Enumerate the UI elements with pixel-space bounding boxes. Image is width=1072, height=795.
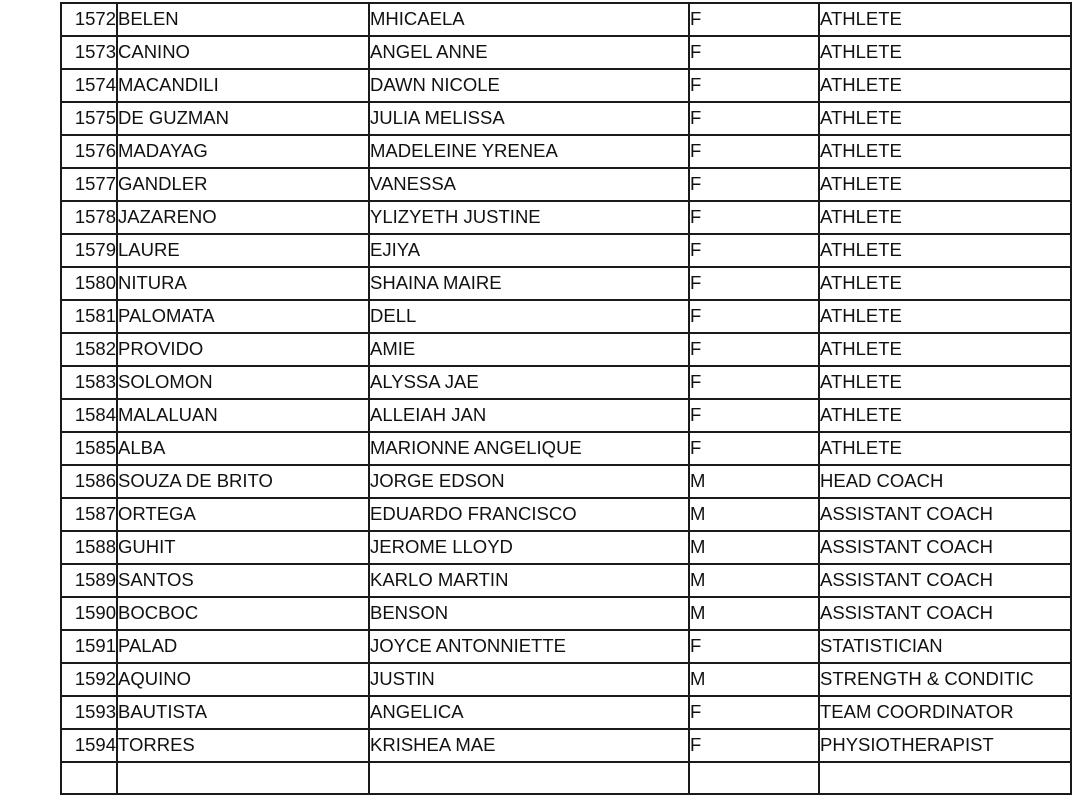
last-name-cell-text: PALOMATA bbox=[118, 305, 215, 326]
role-cell bbox=[819, 432, 1071, 465]
first-name-cell-text: MHICAELA bbox=[370, 8, 465, 29]
table-row bbox=[61, 366, 1071, 399]
first-name-cell-text: MADELEINE YRENEA bbox=[370, 140, 558, 161]
row-number-text: 1579 bbox=[74, 239, 116, 260]
table-row bbox=[61, 333, 1071, 366]
role-cell-text: ASSISTANT COACH bbox=[820, 569, 994, 590]
first-name-cell bbox=[369, 465, 689, 498]
first-name-cell-text: MARIONNE ANGELIQUE bbox=[370, 437, 582, 458]
last-name-cell-text: ALBA bbox=[118, 437, 166, 458]
table-row bbox=[61, 234, 1071, 267]
sex-cell bbox=[689, 498, 819, 531]
row-number bbox=[61, 399, 117, 432]
sex-cell bbox=[689, 333, 819, 366]
last-name-cell bbox=[117, 300, 369, 333]
table-row bbox=[61, 201, 1071, 234]
role-cell bbox=[819, 729, 1071, 762]
row-number-text: 1572 bbox=[74, 8, 116, 29]
last-name-cell bbox=[117, 333, 369, 366]
table-row bbox=[61, 498, 1071, 531]
sex-cell bbox=[689, 300, 819, 333]
last-name-cell bbox=[117, 234, 369, 267]
row-number-text: 1594 bbox=[74, 734, 116, 755]
sex-cell bbox=[689, 168, 819, 201]
table-row bbox=[61, 3, 1071, 36]
sex-cell bbox=[689, 69, 819, 102]
sex-cell-text: M bbox=[690, 470, 706, 491]
role-cell-text: ATHLETE bbox=[820, 272, 902, 293]
first-name-cell-text: ANGEL ANNE bbox=[370, 41, 488, 62]
first-name-cell-text: AMIE bbox=[370, 338, 416, 359]
first-name-cell bbox=[369, 168, 689, 201]
first-name-cell bbox=[369, 399, 689, 432]
role-cell bbox=[819, 234, 1071, 267]
last-name-cell bbox=[117, 168, 369, 201]
row-number-text: 1592 bbox=[74, 668, 116, 689]
row-number-text: 1577 bbox=[74, 173, 116, 194]
sex-cell-text: F bbox=[690, 239, 702, 260]
sex-cell bbox=[689, 663, 819, 696]
sex-cell bbox=[689, 3, 819, 36]
first-name-cell-text: YLIZYETH JUSTINE bbox=[370, 206, 541, 227]
row-number bbox=[61, 696, 117, 729]
sex-cell-text: F bbox=[690, 272, 702, 293]
role-cell bbox=[819, 300, 1071, 333]
roster-sheet bbox=[60, 2, 1060, 755]
last-name-cell bbox=[117, 399, 369, 432]
sex-cell bbox=[689, 762, 819, 794]
sex-cell bbox=[689, 36, 819, 69]
role-cell-text: STATISTICIAN bbox=[820, 635, 943, 656]
first-name-cell bbox=[369, 366, 689, 399]
row-number bbox=[61, 102, 117, 135]
row-number bbox=[61, 3, 117, 36]
table-row bbox=[61, 762, 1071, 794]
last-name-cell bbox=[117, 597, 369, 630]
role-cell-text: ATHLETE bbox=[820, 437, 902, 458]
last-name-cell-text: JAZARENO bbox=[118, 206, 217, 227]
sex-cell-text: M bbox=[690, 536, 706, 557]
table-row bbox=[61, 168, 1071, 201]
last-name-cell-text: GUHIT bbox=[118, 536, 176, 557]
first-name-cell-text: EJIYA bbox=[370, 239, 421, 260]
role-cell-text: ASSISTANT COACH bbox=[820, 536, 994, 557]
table-row bbox=[61, 696, 1071, 729]
last-name-cell-text: LAURE bbox=[118, 239, 180, 260]
role-cell bbox=[819, 36, 1071, 69]
sex-cell-text: F bbox=[690, 305, 702, 326]
first-name-cell-text: DAWN NICOLE bbox=[370, 74, 500, 95]
row-number-text: 1580 bbox=[74, 272, 116, 293]
last-name-cell-text: BAUTISTA bbox=[118, 701, 208, 722]
row-number bbox=[61, 531, 117, 564]
sex-cell bbox=[689, 399, 819, 432]
sex-cell bbox=[689, 135, 819, 168]
last-name-cell bbox=[117, 135, 369, 168]
sex-cell-text: M bbox=[690, 503, 706, 524]
last-name-cell-text: MADAYAG bbox=[118, 140, 208, 161]
row-number-text: 1573 bbox=[74, 41, 116, 62]
first-name-cell-text: KRISHEA MAE bbox=[370, 734, 496, 755]
last-name-cell bbox=[117, 531, 369, 564]
role-cell-text: HEAD COACH bbox=[820, 470, 944, 491]
role-cell-text: ATHLETE bbox=[820, 140, 902, 161]
role-cell-text: ATHLETE bbox=[820, 8, 902, 29]
role-cell-text: ATHLETE bbox=[820, 206, 902, 227]
sex-cell-text: F bbox=[690, 140, 702, 161]
sex-cell-text: F bbox=[690, 8, 702, 29]
row-number bbox=[61, 333, 117, 366]
last-name-cell-text: PALAD bbox=[118, 635, 178, 656]
table-row bbox=[61, 300, 1071, 333]
first-name-cell bbox=[369, 234, 689, 267]
first-name-cell-text: DELL bbox=[370, 305, 417, 326]
sex-cell bbox=[689, 696, 819, 729]
last-name-cell-text: NITURA bbox=[118, 272, 187, 293]
table-row bbox=[61, 267, 1071, 300]
row-number bbox=[61, 762, 117, 794]
sex-cell-text: F bbox=[690, 437, 702, 458]
row-number bbox=[61, 630, 117, 663]
row-number-text: 1586 bbox=[74, 470, 116, 491]
table-row bbox=[61, 102, 1071, 135]
sex-cell-text: F bbox=[690, 635, 702, 656]
last-name-cell bbox=[117, 267, 369, 300]
table-row bbox=[61, 597, 1071, 630]
sex-cell-text: F bbox=[690, 338, 702, 359]
role-cell bbox=[819, 267, 1071, 300]
table-row bbox=[61, 36, 1071, 69]
role-cell bbox=[819, 498, 1071, 531]
first-name-cell bbox=[369, 3, 689, 36]
sex-cell-text: F bbox=[690, 74, 702, 95]
role-cell-text: ATHLETE bbox=[820, 74, 902, 95]
last-name-cell bbox=[117, 630, 369, 663]
sex-cell-text: F bbox=[690, 206, 702, 227]
role-cell-text: TEAM COORDINATOR bbox=[820, 701, 1014, 722]
row-number-text: 1584 bbox=[74, 404, 116, 425]
sex-cell bbox=[689, 432, 819, 465]
role-cell bbox=[819, 696, 1071, 729]
table-row bbox=[61, 564, 1071, 597]
row-number bbox=[61, 432, 117, 465]
role-cell bbox=[819, 762, 1071, 794]
row-number-text: 1576 bbox=[74, 140, 116, 161]
last-name-cell-text: SOUZA DE BRITO bbox=[118, 470, 273, 491]
row-number bbox=[61, 168, 117, 201]
first-name-cell bbox=[369, 663, 689, 696]
table-row bbox=[61, 399, 1071, 432]
row-number-text: 1591 bbox=[74, 635, 116, 656]
first-name-cell bbox=[369, 630, 689, 663]
sex-cell-text: M bbox=[690, 602, 706, 623]
sex-cell-text: F bbox=[690, 701, 702, 722]
first-name-cell bbox=[369, 267, 689, 300]
role-cell-text: ATHLETE bbox=[820, 41, 902, 62]
row-number bbox=[61, 597, 117, 630]
row-number bbox=[61, 69, 117, 102]
first-name-cell bbox=[369, 498, 689, 531]
sex-cell-text: F bbox=[690, 371, 702, 392]
last-name-cell-text: ORTEGA bbox=[118, 503, 196, 524]
first-name-cell-text: SHAINA MAIRE bbox=[370, 272, 502, 293]
first-name-cell bbox=[369, 300, 689, 333]
sex-cell-text: M bbox=[690, 569, 706, 590]
role-cell bbox=[819, 168, 1071, 201]
sex-cell bbox=[689, 729, 819, 762]
roster-table-body bbox=[61, 3, 1071, 794]
sex-cell-text: F bbox=[690, 734, 702, 755]
row-number-text: 1578 bbox=[74, 206, 116, 227]
first-name-cell-text: JUSTIN bbox=[370, 668, 435, 689]
first-name-cell-text: ALYSSA JAE bbox=[370, 371, 479, 392]
row-number bbox=[61, 234, 117, 267]
last-name-cell bbox=[117, 762, 369, 794]
table-row bbox=[61, 465, 1071, 498]
role-cell-text: ATHLETE bbox=[820, 404, 902, 425]
last-name-cell-text: MACANDILI bbox=[118, 74, 219, 95]
role-cell-text: ATHLETE bbox=[820, 338, 902, 359]
first-name-cell bbox=[369, 432, 689, 465]
first-name-cell bbox=[369, 201, 689, 234]
first-name-cell bbox=[369, 564, 689, 597]
row-number-text: 1589 bbox=[74, 569, 116, 590]
sex-cell bbox=[689, 564, 819, 597]
role-cell bbox=[819, 531, 1071, 564]
last-name-cell bbox=[117, 3, 369, 36]
sex-cell bbox=[689, 630, 819, 663]
last-name-cell-text: MALALUAN bbox=[118, 404, 218, 425]
first-name-cell bbox=[369, 102, 689, 135]
role-cell-text: ATHLETE bbox=[820, 173, 902, 194]
role-cell-text: PHYSIOTHERAPIST bbox=[820, 734, 994, 755]
sex-cell-text: M bbox=[690, 668, 706, 689]
row-number bbox=[61, 267, 117, 300]
sex-cell bbox=[689, 465, 819, 498]
role-cell bbox=[819, 465, 1071, 498]
last-name-cell bbox=[117, 564, 369, 597]
sex-cell bbox=[689, 531, 819, 564]
first-name-cell-text: JEROME LLOYD bbox=[370, 536, 513, 557]
sex-cell bbox=[689, 267, 819, 300]
role-cell bbox=[819, 201, 1071, 234]
sex-cell bbox=[689, 234, 819, 267]
first-name-cell bbox=[369, 762, 689, 794]
last-name-cell bbox=[117, 432, 369, 465]
sex-cell-text: F bbox=[690, 41, 702, 62]
row-number bbox=[61, 300, 117, 333]
first-name-cell-text: JORGE EDSON bbox=[370, 470, 505, 491]
table-row bbox=[61, 729, 1071, 762]
role-cell bbox=[819, 69, 1071, 102]
role-cell-text: ATHLETE bbox=[820, 305, 902, 326]
row-number bbox=[61, 135, 117, 168]
first-name-cell bbox=[369, 597, 689, 630]
row-number-text: 1581 bbox=[74, 305, 116, 326]
last-name-cell bbox=[117, 465, 369, 498]
last-name-cell-text: TORRES bbox=[118, 734, 195, 755]
role-cell bbox=[819, 135, 1071, 168]
first-name-cell-text: BENSON bbox=[370, 602, 449, 623]
first-name-cell bbox=[369, 36, 689, 69]
role-cell bbox=[819, 663, 1071, 696]
row-number-text: 1588 bbox=[74, 536, 116, 557]
first-name-cell-text: ANGELICA bbox=[370, 701, 464, 722]
last-name-cell-text: BELEN bbox=[118, 8, 179, 29]
last-name-cell-text: BOCBOC bbox=[118, 602, 199, 623]
row-number-text: 1574 bbox=[74, 74, 116, 95]
sex-cell-text: F bbox=[690, 107, 702, 128]
role-cell-text: ASSISTANT COACH bbox=[820, 503, 994, 524]
row-number bbox=[61, 465, 117, 498]
first-name-cell-text: VANESSA bbox=[370, 173, 457, 194]
sex-cell-text: F bbox=[690, 173, 702, 194]
role-cell bbox=[819, 564, 1071, 597]
last-name-cell bbox=[117, 36, 369, 69]
sex-cell-text: F bbox=[690, 404, 702, 425]
sex-cell bbox=[689, 102, 819, 135]
row-number-text: 1575 bbox=[74, 107, 116, 128]
first-name-cell bbox=[369, 135, 689, 168]
last-name-cell-text: SANTOS bbox=[118, 569, 194, 590]
sex-cell bbox=[689, 597, 819, 630]
last-name-cell-text: AQUINO bbox=[118, 668, 191, 689]
row-number bbox=[61, 36, 117, 69]
row-number-text: 1593 bbox=[74, 701, 116, 722]
row-number bbox=[61, 366, 117, 399]
role-cell bbox=[819, 3, 1071, 36]
row-number bbox=[61, 564, 117, 597]
last-name-cell-text: CANINO bbox=[118, 41, 190, 62]
first-name-cell-text: JULIA MELISSA bbox=[370, 107, 505, 128]
row-number bbox=[61, 663, 117, 696]
last-name-cell-text: SOLOMON bbox=[118, 371, 213, 392]
row-number bbox=[61, 201, 117, 234]
row-number-text: 1590 bbox=[74, 602, 116, 623]
first-name-cell bbox=[369, 696, 689, 729]
role-cell-text: ATHLETE bbox=[820, 371, 902, 392]
sex-cell bbox=[689, 366, 819, 399]
last-name-cell bbox=[117, 69, 369, 102]
table-row bbox=[61, 135, 1071, 168]
last-name-cell bbox=[117, 366, 369, 399]
last-name-cell bbox=[117, 201, 369, 234]
row-number-text: 1582 bbox=[74, 338, 116, 359]
role-cell bbox=[819, 630, 1071, 663]
first-name-cell bbox=[369, 69, 689, 102]
roster-table bbox=[60, 2, 1072, 795]
row-number bbox=[61, 498, 117, 531]
first-name-cell bbox=[369, 333, 689, 366]
last-name-cell bbox=[117, 102, 369, 135]
table-row bbox=[61, 69, 1071, 102]
role-cell bbox=[819, 399, 1071, 432]
table-row bbox=[61, 432, 1071, 465]
row-number-text: 1587 bbox=[74, 503, 116, 524]
first-name-cell-text: EDUARDO FRANCISCO bbox=[370, 503, 577, 524]
table-row bbox=[61, 663, 1071, 696]
role-cell-text: ATHLETE bbox=[820, 239, 902, 260]
row-number-text: 1585 bbox=[74, 437, 116, 458]
sex-cell bbox=[689, 201, 819, 234]
first-name-cell bbox=[369, 729, 689, 762]
last-name-cell-text: DE GUZMAN bbox=[118, 107, 229, 128]
row-number-text: 1583 bbox=[74, 371, 116, 392]
first-name-cell bbox=[369, 531, 689, 564]
last-name-cell bbox=[117, 696, 369, 729]
last-name-cell bbox=[117, 729, 369, 762]
last-name-cell-text: GANDLER bbox=[118, 173, 208, 194]
table-row bbox=[61, 531, 1071, 564]
last-name-cell-text: PROVIDO bbox=[118, 338, 204, 359]
last-name-cell bbox=[117, 498, 369, 531]
role-cell-text: ASSISTANT COACH bbox=[820, 602, 994, 623]
first-name-cell-text: KARLO MARTIN bbox=[370, 569, 509, 590]
role-cell bbox=[819, 102, 1071, 135]
table-row bbox=[61, 630, 1071, 663]
role-cell bbox=[819, 333, 1071, 366]
first-name-cell-text: JOYCE ANTONNIETTE bbox=[370, 635, 566, 656]
role-cell-text: ATHLETE bbox=[820, 107, 902, 128]
last-name-cell bbox=[117, 663, 369, 696]
role-cell-text: STRENGTH & CONDITIC bbox=[820, 668, 1034, 689]
first-name-cell-text: ALLEIAH JAN bbox=[370, 404, 487, 425]
role-cell bbox=[819, 366, 1071, 399]
row-number bbox=[61, 729, 117, 762]
role-cell bbox=[819, 597, 1071, 630]
